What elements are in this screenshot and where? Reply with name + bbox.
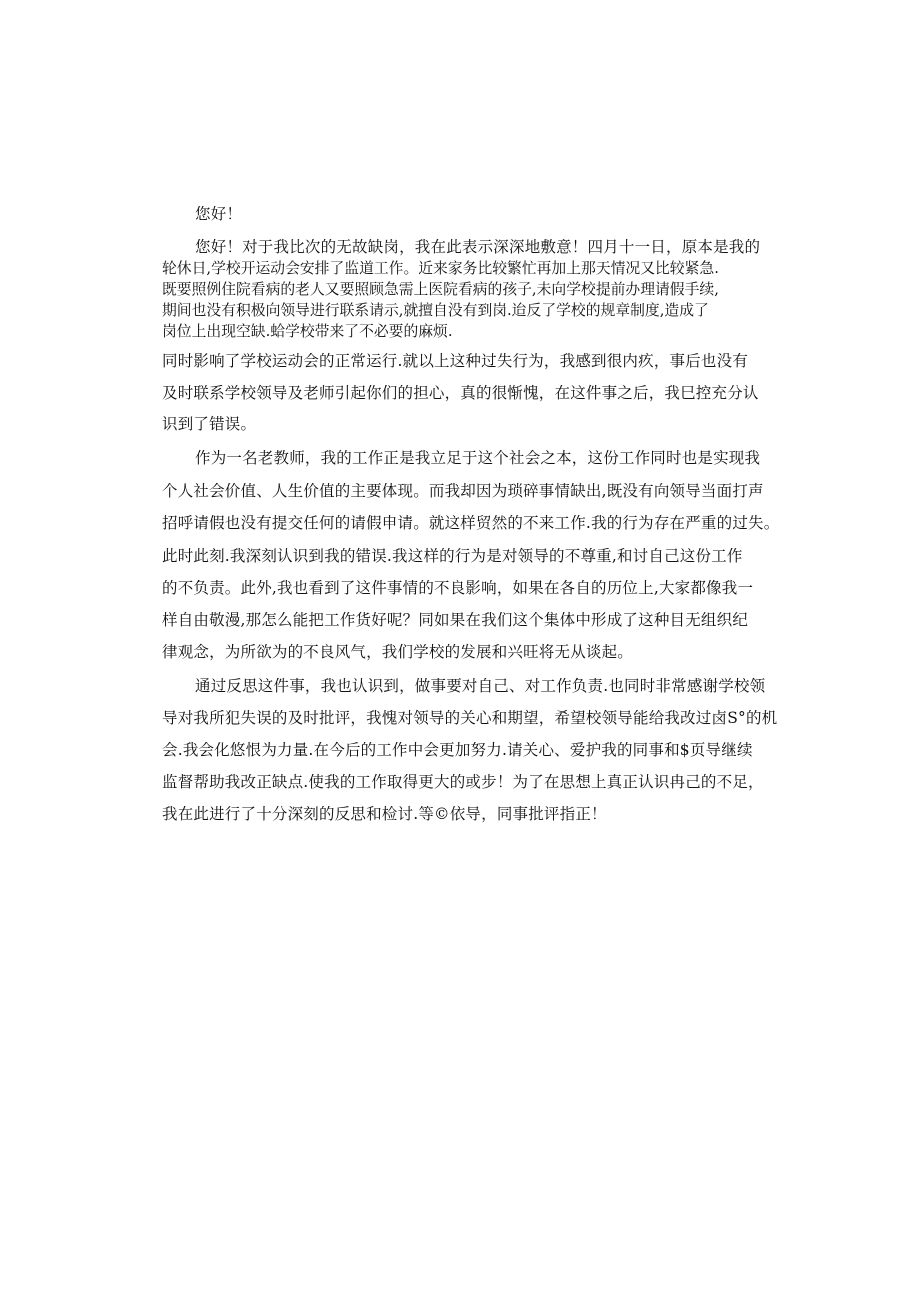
paragraph-3-line: 的不负责。此外,我也看到了这件事情的不良影响，如果在各自的历位上,大家都像我一 (162, 579, 754, 597)
paragraph-3-line: 招呼请假也没有提交任何的请假申请。就这样贸然的不来工作.我的行为存在严重的过失。 (162, 514, 780, 532)
paragraph-4-line: 通过反思这件事，我也认识到，做事要对自己、对工作负责.也同时非常感谢学校领 (195, 677, 766, 695)
paragraph-4-line: 会.我会化悠恨为力量.在今后的工作中会更加努力.请关心、爱护我的同事和$页导继续 (162, 741, 753, 759)
paragraph-2-line: 识到了错误。 (162, 415, 257, 433)
paragraph-1-line: 轮休日,学校开运动会安排了监道工作。近来家务比较繁忙再加上那天情况又比较紧急. (162, 260, 719, 277)
paragraph-3-line: 此时此刻.我深刻认识到我的错误.我这样的行为是对领导的不尊重,和讨自己这份工作 (162, 547, 743, 565)
greeting: 您好！ (195, 205, 243, 223)
paragraph-1-line: 期间也没有积极向领导进行联系请示,就擅自没有到岗.迨反了学校的规章制度,造成了 (162, 302, 709, 319)
paragraph-1-line: 您好！对于我比次的无故缺岗，我在此表示深深地敷意！四月十一日，原本是我的 (195, 238, 761, 256)
paragraph-4-line: 我在此进行了十分深刻的反思和检讨.等©依导，同事批评指正！ (162, 805, 607, 823)
paragraph-3-line: 律观念，为所欲为的不良风气，我们学校的发展和兴旺将无从谈起。 (162, 643, 634, 661)
paragraph-3-line: 个人社会价值、人生价值的主要体现。而我却因为琐碎事情缺出,既没有向领导当面打声 (162, 482, 764, 500)
paragraph-1-line: 既要照例住院看病的老人又要照顾急需上医院看病的孩子,未向学校提前办理请假手续, (162, 281, 719, 298)
paragraph-4-line: 导对我所犯失误的及时批评，我愧对领导的关心和期望，希望校领导能给我改过卤S°的机 (162, 709, 778, 727)
paragraph-2-line: 及时联系学校领导及老师引起你们的担心，真的很惭愧，在这件事之后，我巳控充分认 (162, 384, 759, 402)
paragraph-3-line: 作为一名老教师，我的工作正是我立足于这个社会之本，这份工作同时也是实现我 (195, 449, 761, 467)
paragraph-1-line: 岗位上出现空缺.蛤学校带来了不必要的麻烦. (162, 323, 453, 340)
paragraph-2-line: 同时影响了学校运动会的正常运行.就以上这种过失行为，我感到很内疚，事后也没有 (162, 352, 749, 370)
paragraph-4-line: 监督帮助我改正缺点.使我的工作取得更大的或步！为了在思想上真正认识冉己的不足， (162, 773, 764, 791)
paragraph-3-line: 样自由敬漫,那怎么能把工作货好呢？同如果在我们这个集体中形成了这种目无组织纪 (162, 611, 749, 629)
